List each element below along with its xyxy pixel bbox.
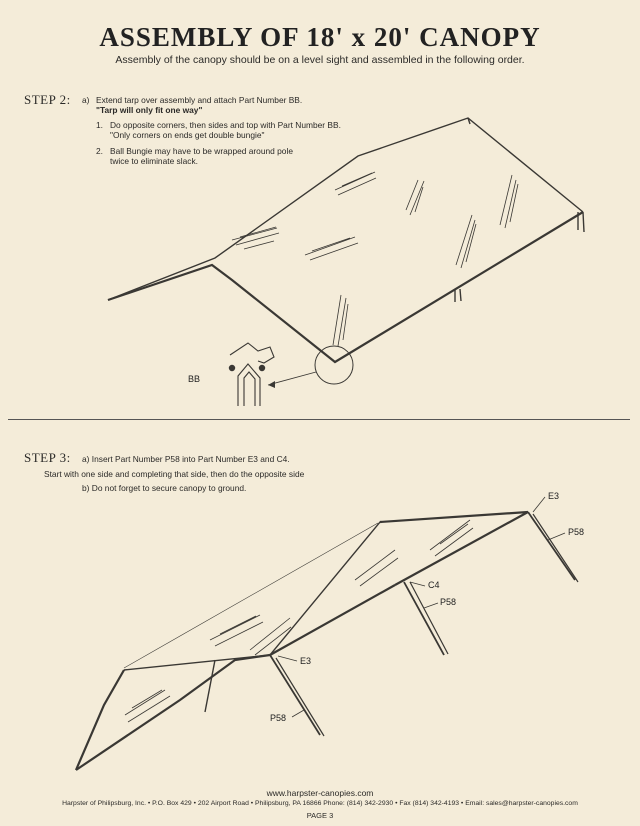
step3-b-text: b) Do not forget to secure canopy to ground. (82, 483, 247, 493)
step2-item2-line1: Ball Bungie may have to be wrapped around pole (110, 146, 293, 156)
footer-address: Harpster of Philipsburg, Inc. • P.O. Box 429 • 202 Airport Road • Philipsburg, PA 16866 Phone: (814) 342-2930 • Fax (814) 342-4193 • Email: sales@harpster-canopies.com (62, 800, 578, 807)
callout-e3-top: E3 (548, 491, 560, 501)
callout-p58-right: P58 (568, 527, 585, 537)
step2-a-note: "Tarp will only fit one way" (96, 105, 203, 115)
step3-frame-illustration (76, 512, 578, 770)
step2-item2-num: 2. (96, 146, 103, 156)
step2-label: STEP 2: (24, 92, 71, 107)
step2-item1-line1: Do opposite corners, then sides and top with Part Number BB. (110, 120, 341, 130)
footer-url[interactable]: www.harpster-canopies.com (266, 788, 374, 798)
step2-a-marker: a) (82, 95, 90, 105)
callout-p58-mid: P58 (440, 597, 457, 607)
callout-p58-bottom: P58 (270, 713, 287, 723)
step3-line2: Start with one side and completing that side, then do the opposite side (44, 469, 305, 479)
step2-a-text: Extend tarp over assembly and attach Part Number BB. (96, 95, 303, 105)
callout-bb: BB (188, 374, 201, 384)
step2-item2-line2: twice to eliminate slack. (110, 156, 198, 166)
step2-canopy-illustration (108, 118, 584, 406)
page-number: PAGE 3 (306, 811, 334, 820)
page-subtitle: Assembly of the canopy should be on a level sight and assembled in the following order. (115, 54, 525, 66)
callout-c4: C4 (428, 580, 440, 590)
step2-item1-num: 1. (96, 120, 103, 130)
step3-a-text: a) Insert Part Number P58 into Part Number E3 and C4. (82, 454, 290, 464)
callout-e3-mid: E3 (300, 656, 312, 666)
step3-label: STEP 3: (24, 450, 71, 465)
page-title: ASSEMBLY OF 18' x 20' CANOPY (99, 22, 541, 52)
step2-item1-line2: "Only corners on ends get double bungie" (110, 130, 265, 140)
